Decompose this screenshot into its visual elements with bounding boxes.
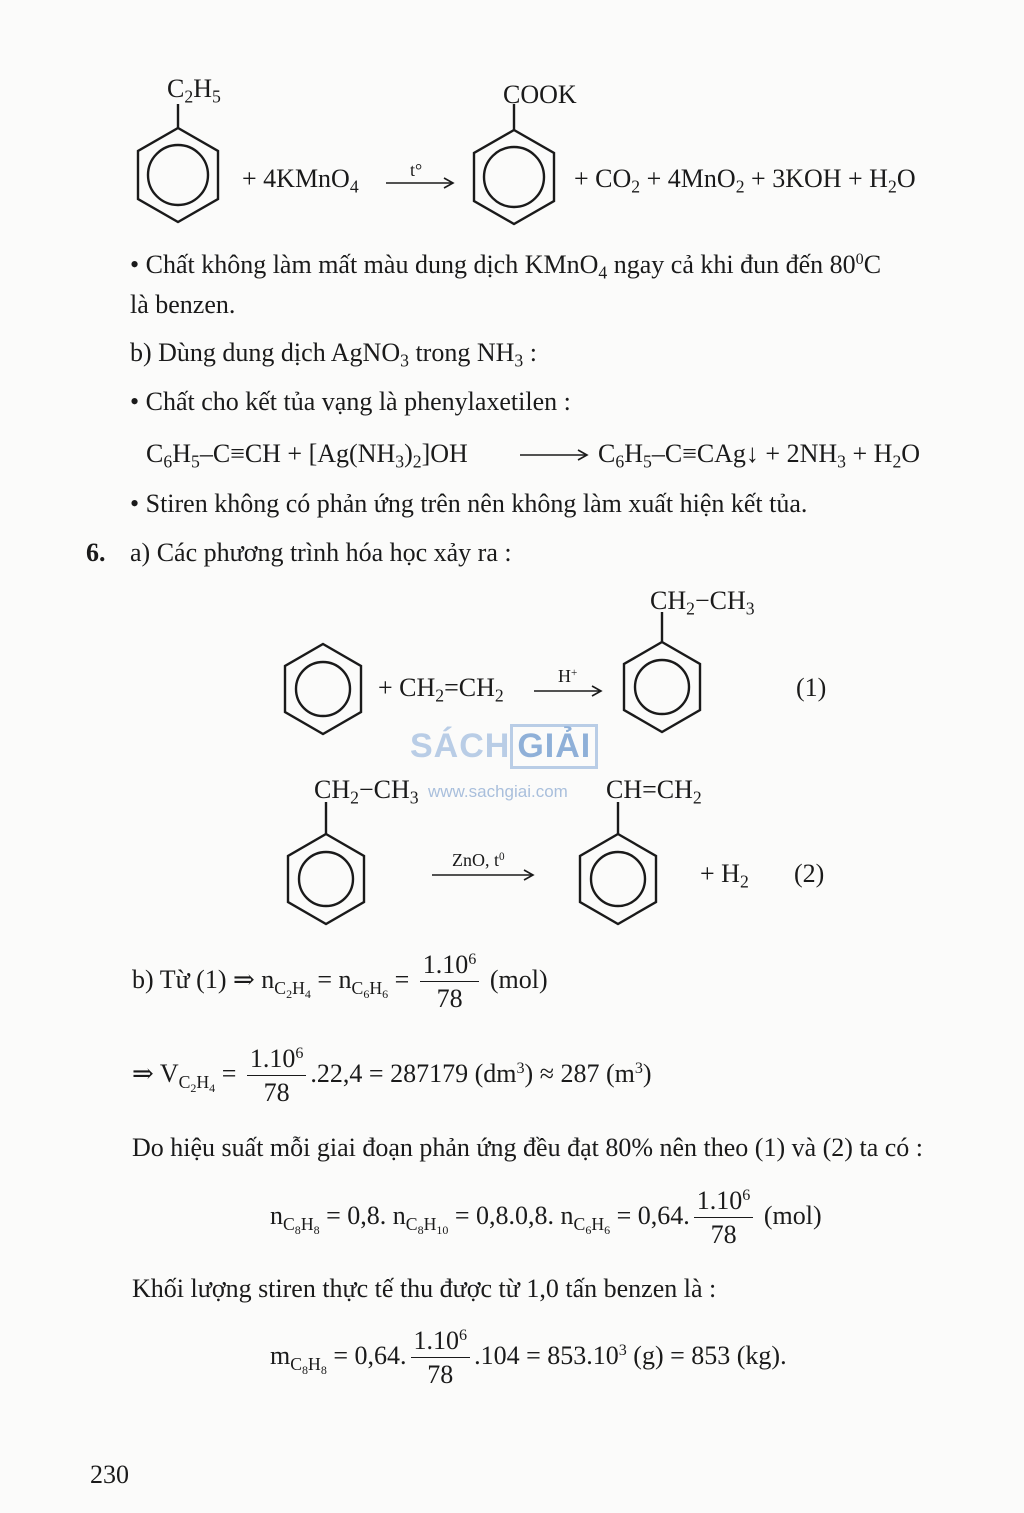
arrow-1: [386, 176, 456, 190]
question-number: 6.: [86, 538, 106, 567]
yield-text: Do hiệu suất mỗi giai đoạn phản ứng đều đạt 80% nên theo (1) và (2) ta có :: [132, 1133, 923, 1162]
benzene-ring-1: [128, 102, 228, 226]
calc-mass-line: $m_{C_8H_8} = 0,64$. $\frac{1.10^6}{78}$ $.104 = 853.10^3$ (g) = 853 (kg).: [270, 1326, 787, 1389]
watermark-logo: [410, 724, 598, 769]
sub-ethyl-2: $CH_2-CH_3$: [314, 775, 419, 808]
sub-vinyl: $CH=CH_2$: [606, 775, 702, 808]
text-line-1: • Chất không làm mất màu dung dịch KMnO$_4$ ngay cả khi đun đến $80^0C$: [130, 250, 882, 283]
arrow-r2: [432, 868, 536, 882]
calc-b-line: b) Từ (1) ⇒ $n_{C_2H_4} = n_{C_6H_6}$ = $\frac{1.10^6}{78}$ (mol): [132, 950, 548, 1013]
arrow-ag: [520, 448, 590, 462]
eq-ag-right: $C_6H_5-C\equiv CAg↓ + 2NH_3 + H_2O$: [598, 439, 921, 472]
fraction-4: $\frac{1.10^6}{78}$: [411, 1328, 471, 1388]
text-line-3: b) Dùng dung dịch AgNO$_3$ trong $NH_3$ :: [130, 338, 537, 371]
arrow-r1: [534, 684, 604, 698]
benzene-ring-3: [280, 642, 366, 738]
fraction-1: $\frac{1.10^6}{78}$: [420, 952, 480, 1012]
sub-ethyl-1: $CH_2-CH_3$: [650, 586, 755, 619]
reagent-kmno4: + 4KMnO$_4$: [242, 164, 359, 197]
text-line-2: là benzen.: [130, 290, 236, 319]
question-line: a) Các phương trình hóa học xảy ra :: [130, 538, 512, 567]
fraction-2: $\frac{1.10^6}{78}$: [247, 1046, 307, 1106]
watermark-left: SÁCH: [410, 727, 511, 765]
label-r2: (2): [794, 859, 825, 888]
condition-h-plus: H+: [558, 666, 578, 686]
fraction-3: $\frac{1.10^6}{78}$: [694, 1188, 754, 1248]
page-number: 230: [90, 1460, 129, 1489]
products-top: + $CO_2 + 4MnO_2 + 3KOH + H_2O$: [574, 164, 916, 197]
calc-volume-line: ⇒ $V_{C_2H_4}$ = $\frac{1.10^6}{78}$ .22,4 = 287179 $(dm^3) \approx 287$ $(m^3)$: [132, 1044, 652, 1107]
watermark-url: www.sachgiai.com: [428, 782, 568, 801]
reagent-ethylene: + $CH_2=CH_2$: [378, 673, 504, 706]
sub-cook: COOK: [503, 80, 577, 109]
text-line-5: • Stiren không có phản ứng trên nên không làm xuất hiện kết tủa.: [130, 489, 808, 518]
frac-den-1: 78: [436, 984, 463, 1013]
benzene-ring-2: [466, 104, 566, 228]
eq-ag-left: $C_6H_5-C\equiv CH + [Ag(NH_3)_2]OH$: [146, 439, 468, 472]
text-line-4: • Chất cho kết tủa vạng là phenylaxetilen :: [130, 387, 571, 416]
condition-t0: t°: [410, 160, 423, 180]
condition-zno: ZnO, $t^0$: [452, 850, 505, 870]
unit-mol-1: (mol): [489, 964, 548, 994]
benzene-ring-4: [618, 612, 706, 742]
calc-b-prefix: b) Từ (1) ⇒: [132, 964, 255, 994]
benzene-ring-5: [282, 802, 370, 934]
calc-n-line: $n_{C_8H_8} = 0,8$. $n_{C_8H_{10}} = 0,8.0,8$. $n_{C_6H_6} = 0,64$. $\frac{1.10^6}{78}$ (mol): [270, 1186, 822, 1249]
watermark-right: GIẢI: [510, 724, 598, 769]
mass-text: Khối lượng stiren thực tế thu được từ 1,0 tấn benzen là :: [132, 1274, 717, 1303]
label-r1: (1): [796, 673, 827, 702]
byproduct-h2: + $H_2$: [700, 859, 749, 892]
benzene-ring-6: [574, 802, 662, 934]
sub-c2h5: $C_2H_5$: [167, 74, 221, 107]
